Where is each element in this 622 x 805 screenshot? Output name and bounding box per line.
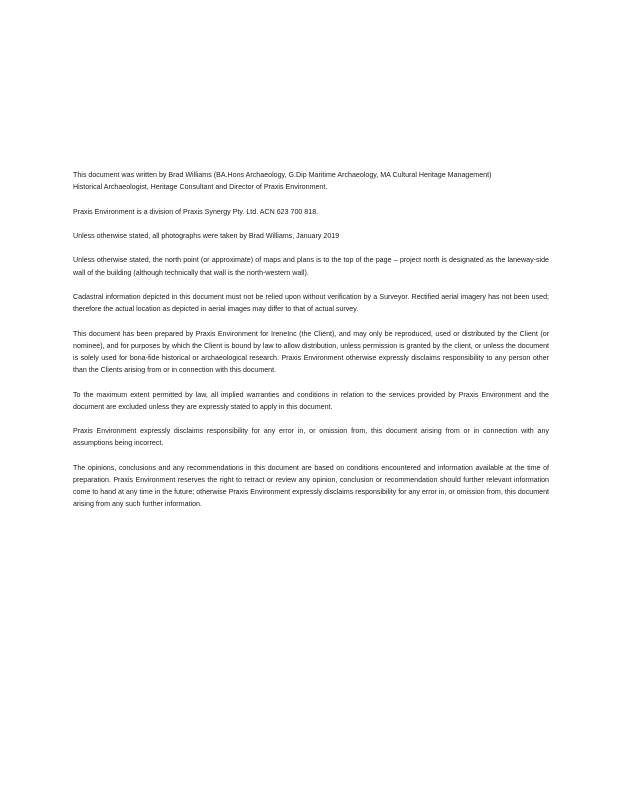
- document-body: [73, 169, 549, 523]
- photograph-credit: Unless otherwise stated, all photographs were taken by Brad Williams, January 2019: [73, 231, 340, 240]
- north-point-note: Unless otherwise stated, the north point (or approximate) of maps and plans is to the top of the page – project north is designated as the laneway-side wall of the building (although technically that wall is the north-western wall).: [73, 256, 549, 277]
- client-usage-statement: This document has been prepared by Praxis Environment for IreneInc (the Client), and may only be reproduced, used or distributed by the Client (or nominee), and for purposes by which the Client is bound by law to allow distribution, unless permission is granted by the client, or unless the document is solely used for bona-fide historical or archaeological research. Praxis Environment otherwise expressly disclaims responsibility to any person other than the Clients arising from or in connection with this document.: [73, 329, 549, 375]
- cadastral-disclaimer: Cadastral information depicted in this document must not be relied upon without verification by a Surveyor. Rectified aerial imagery has not been used; therefore the actual location as depicted in aerial images may differ to that of actual survey.: [73, 292, 549, 314]
- assumption-disclaimer: Praxis Environment expressly disclaims responsibility for any error in, or omission from, this document arising from or in connection with any assumptions being incorrect.: [73, 427, 549, 448]
- company-statement: Praxis Environment is a division of Praxis Synergy Pty. Ltd. ACN 623 700 818.: [73, 207, 319, 216]
- opinions-disclaimer: The opinions, conclusions and any recommendations in this document are based on conditions encountered and information available at the time of preparation. Praxis Environment reserves the right to retract or review any opinion, conclusion or recommendation should further relevant information come to hand at any time in the future; otherwise Praxis Environment expressly disclaims responsibility for any error in, or omission from, this document arising from any such further information.: [73, 463, 549, 509]
- author-statement-line-1: This document was written by Brad Williams (BA.Hons Archaeology, G.Dip Maritime Archaeology, MA Cultural Heritage Management): [73, 171, 492, 179]
- author-statement: [73, 169, 549, 193]
- warranty-exclusion: To the maximum extent permitted by law, all implied warranties and conditions in relation to the services provided by Praxis Environment and the document are excluded unless they are expressly stated to apply in this document.: [73, 390, 549, 411]
- author-statement-line-2: Historical Archaeologist, Heritage Consultant and Director of Praxis Environment.: [73, 183, 328, 192]
